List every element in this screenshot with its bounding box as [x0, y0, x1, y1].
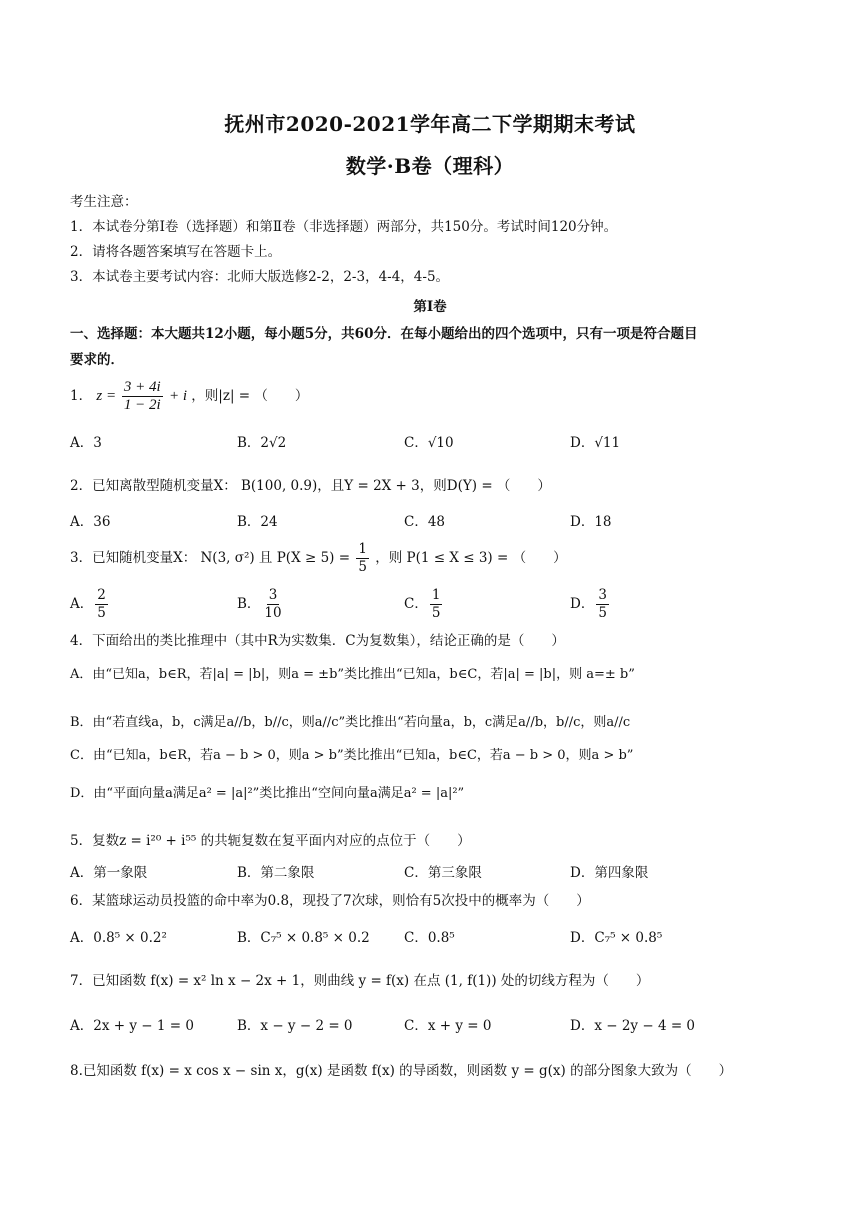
- option-d[interactable]: D．√11: [570, 435, 621, 451]
- question-3-options: [70, 584, 820, 624]
- option-d[interactable]: D．第四象限: [570, 865, 649, 881]
- option-b[interactable]: B． $\frac{3}{10}$: [237, 587, 282, 621]
- notice-item: 3．本试卷主要考试内容：北师大版选修2-2，2-3，4-4，4-5。: [70, 269, 450, 285]
- notice-heading: 考生注意：: [70, 194, 138, 210]
- option-c[interactable]: C． $\frac{1}{5}$: [404, 587, 441, 621]
- option-d[interactable]: D． $\frac{3}{5}$: [570, 587, 607, 621]
- question-4-stem: 4．下面给出的类比推理中（其中R为实数集．C为复数集），结论正确的是（ ）: [70, 633, 565, 649]
- question-6-stem: 6．某篮球运动员投篮的命中率为0.8，现投了7次球，则恰有5次投中的概率为（ ）: [70, 893, 590, 909]
- option-b[interactable]: B．x − y − 2 = 0: [237, 1018, 353, 1034]
- option-d[interactable]: D．由“平面向量a满足a² = |a|²”类比推出“空间向量a满足a² = |a|²”: [70, 786, 465, 801]
- option-a[interactable]: A．2x + y − 1 = 0: [70, 1018, 194, 1034]
- fraction: $\frac{1}{5}$: [431, 587, 441, 621]
- option-b[interactable]: B．由“若直线a，b，c满足a//b，b//c，则a//c”类比推出“若向量a，b，c满足a//b，b//c，则a//c: [70, 715, 631, 730]
- fraction: $\frac{3}{10}$: [264, 587, 282, 621]
- section-heading: 一、选择题：本大题共12小题，每小题5分，共60分．在每小题给出的四个选项中，只有一项是符合题目: [70, 326, 698, 342]
- question-6-options: [70, 926, 820, 950]
- question-2-options: [70, 510, 820, 534]
- question-5-stem: 5．复数z = i²⁰ + i⁵⁵ 的共轭复数在复平面内对应的点位于（ ）: [70, 833, 471, 849]
- exam-title: 抚州市2020-2021学年高二下学期期末考试: [224, 112, 636, 136]
- question-1-stem: 1． z = $\frac{3 + 4i}{1 - 2i}$ + i ，则|z| = （ ）: [70, 379, 309, 413]
- question-8-stem: 8.已知函数 f(x) = x cos x − sin x，g(x) 是函数 f(x) 的导函数，则函数 y = g(x) 的部分图象大致为（ ）: [70, 1063, 733, 1079]
- option-c[interactable]: C．x + y = 0: [404, 1018, 492, 1034]
- option-b[interactable]: B．2√2: [237, 435, 287, 451]
- option-c[interactable]: C．第三象限: [404, 865, 482, 881]
- option-a[interactable]: A．3: [70, 435, 102, 451]
- part-label: 第Ⅰ卷: [413, 299, 447, 315]
- question-2-stem: 2．已知离散型随机变量X： B(100, 0.9)，且Y = 2X + 3，则D(Y) = （ ）: [70, 478, 551, 494]
- question-7-stem: 7．已知函数 f(x) = x² ln x − 2x + 1，则曲线 y = f(x) 在点 (1, f(1)) 处的切线方程为（ ）: [70, 973, 650, 989]
- option-b[interactable]: B．第二象限: [237, 865, 315, 881]
- question-3-stem: 3．已知随机变量X： N(3, σ²) 且 P(X ≥ 5) = $\frac{1}{5}$ ，则 P(1 ≤ X ≤ 3) = （ ）: [70, 541, 567, 575]
- question-7-options: [70, 1014, 820, 1038]
- option-a[interactable]: A．第一象限: [70, 865, 148, 881]
- option-b[interactable]: B．C₇⁵ × 0.8⁵ × 0.2: [237, 930, 370, 946]
- option-c[interactable]: C．0.8⁵: [404, 930, 455, 946]
- notice-item: 2．请将各题答案填写在答题卡上。: [70, 244, 282, 260]
- question-5-options: [70, 861, 820, 885]
- fraction: $\frac{3}{5}$: [598, 587, 607, 621]
- option-c[interactable]: C．由“已知a，b∈R，若a − b > 0，则a > b”类比推出“已知a，b∈C，若a − b > 0，则a > b”: [70, 748, 634, 763]
- option-d[interactable]: D．x − 2y − 4 = 0: [570, 1018, 696, 1034]
- question-1-options: [70, 431, 820, 455]
- notice-item: 1．本试卷分第Ⅰ卷（选择题）和第Ⅱ卷（非选择题）两部分，共150分。考试时间120分钟。: [70, 219, 618, 235]
- option-a[interactable]: A．36: [70, 514, 111, 530]
- option-d[interactable]: D．C₇⁵ × 0.8⁵: [570, 930, 663, 946]
- option-c[interactable]: C．48: [404, 514, 446, 530]
- option-a[interactable]: A． $\frac{2}{5}$: [70, 587, 106, 621]
- fraction: $\frac{1}{5}$: [358, 541, 367, 575]
- section-heading-cont: 要求的．: [70, 352, 124, 368]
- option-d[interactable]: D．18: [570, 514, 612, 530]
- exam-subtitle: 数学·B卷（理科）: [345, 154, 515, 178]
- option-a[interactable]: A．由“已知a，b∈R，若|a| = |b|，则a = ±b”类比推出“已知a，b∈C，若|a| = |b|，则 a=± b”: [70, 667, 635, 682]
- fraction: $\frac{2}{5}$: [97, 587, 106, 621]
- option-b[interactable]: B．24: [237, 514, 278, 530]
- fraction: $\frac{3 + 4i}{1 - 2i}$: [123, 379, 161, 413]
- option-c[interactable]: C．√10: [404, 435, 454, 451]
- option-a[interactable]: A．0.8⁵ × 0.2²: [70, 930, 167, 946]
